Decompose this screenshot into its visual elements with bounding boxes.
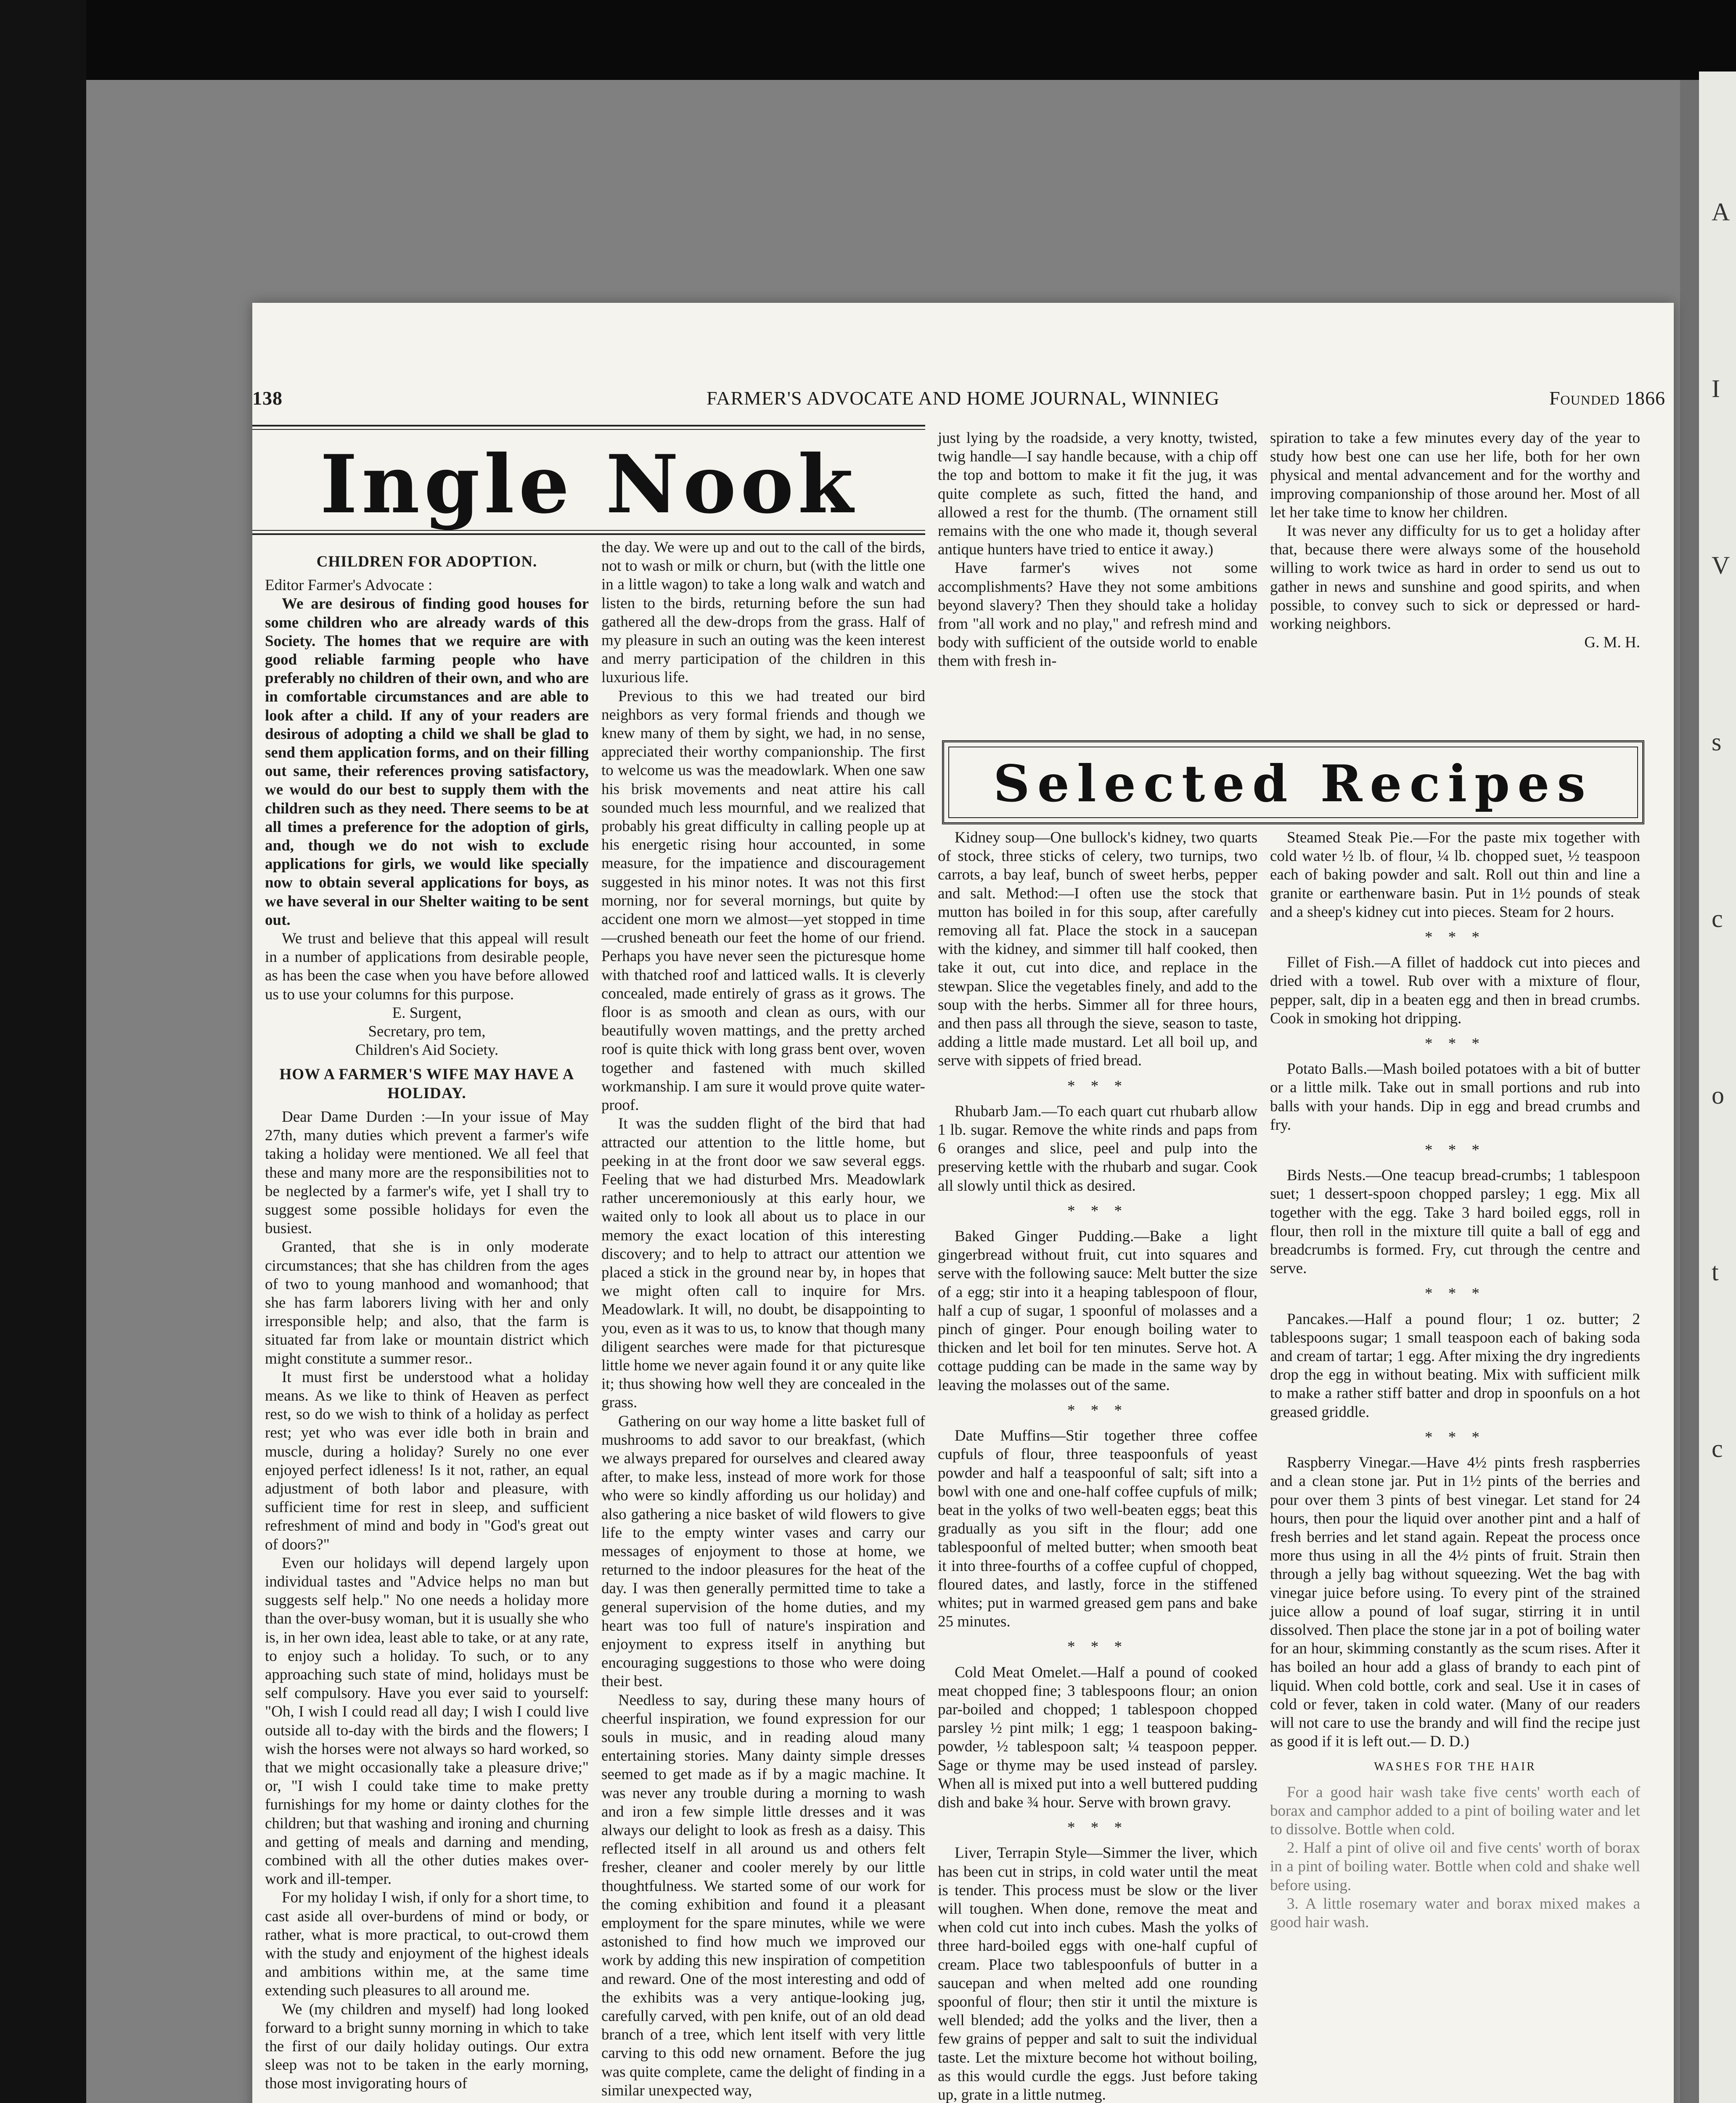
title-rule [252, 530, 925, 535]
column-5 [938, 829, 1257, 2103]
paragraph: For my holiday I wish, if only for a short time, to cast aside all over-burdens of mind or body, or rather, what is more practical, to out-crowd them with the study and enjoyment of the highest ideals and ambitions within me, at the same time extending such pleasures to all around me. [265, 1889, 589, 2000]
paragraph: Granted, that she is in only moderate circumstances; that she has children from the ages of two to young manhood and womanhood; that she has farm laborers living with her and only irresponsible help; and also, that the farm is situated far from lake or mountain district which might constitute a summer resor.. [265, 1238, 589, 1367]
column-3 [938, 429, 1257, 673]
paragraph: Secretary, pro tem, [368, 1023, 486, 1041]
paragraph: E. Surgent, [392, 1004, 462, 1022]
paragraph: Even our holidays will depend largely upon individual tastes and "Advice helps no man but suggests self help." No one needs a holiday more than the over-busy woman, but it is usually she who is, in her own idea, least able to take, or at any rate, to enjoy such a holiday. To such, or to any approaching such state of mind, holidays must be self compulsory. Have you ever said to yourself: "Oh, I wish I could read all day; I wish I could live outside all to-day with the birds and the flowers; I wish the horses were not always so hard worked, so that we might occasionally take a pleasure drive;" or, "I wish I could take time to make pretty furnishings for my home or dainty clothes for the children; but that washing and ironing and churning and getting of meals and darning and mending, combined with all the other duties makes over-work and ill-temper. [265, 1554, 589, 1888]
adjacent-page-letter: V [1712, 551, 1730, 579]
paragraph: Rhubarb Jam.—To each quart cut rhubarb allow 1 lb. sugar. Remove the white rinds and paps from 6 oranges and slice, peel and pulp into the preserving kettle with the rhubarb and sugar. Cook all slowly until thick as desired. [938, 1102, 1257, 1195]
paragraph: just lying by the roadside, a very knotty, twisted, twig handle—I say handle because, with a chip off the top and bottom to make it fit the jug, it was quite complete as such, fitted the hand, and allowed a rest for the thumb. (The ornament still remains with the one who made it, though several antique hunters have tried to entice it away.) [938, 429, 1257, 559]
paragraph: 3. A little rosemary water and borax mixed makes a good hair wash. [1270, 1895, 1640, 1931]
paragraph: It was the sudden flight of the bird that had attracted our attention to the little home, but peeking in at the front door we saw several eggs. Feeling that we had disturbed Mrs. Meadowlark rather unceremoniously at this early hour, we waited only to look all about us to place in our memory the exact location of this interesting discovery; and to help to attract our attention we placed a stick in the ground near by, in hopes that we might often call to inquire for Mrs. Meadowlark. It will, no doubt, be disappointing to you, even as it was to us, to know that though many diligent searches were made for that picturesque little home we never again found it or any quite like it; thus showing how well they are concealed in the grass. [601, 1115, 925, 1412]
column-2 [601, 538, 925, 2103]
paragraph: Editor Farmer's Advocate : [265, 577, 433, 594]
paragraph: Steamed Steak Pie.—For the paste mix together with cold water ½ lb. of flour, ¼ lb. chopped suet, ½ teaspoon each of baking powder and salt. Roll out thin and line a granite or earthenware basin. Put in 1½ pounds of steak and a sheep's kidney cut into pieces. Steam for 2 hours. [1270, 829, 1640, 921]
adjacent-page-letter: c [1712, 905, 1723, 932]
section-divider: * * * [1425, 1142, 1485, 1159]
adjacent-page-letter: o [1712, 1081, 1724, 1109]
article-heading: CHILDREN FOR ADOPTION. [316, 553, 537, 570]
paragraph: Previous to this we had treated our bird neighbors as very formal friends and though we knew many of them by sight, we had, in no sense, appreciated their worthy companionship. The first to welcome us was the meadowlark. When one saw his brisk movements and neat attire his call sounded much less mournful, and we realized that probably his great difficulty in calling people up at his energetic rising hour accounted, in some measure, for the impatience and discouragement suggested in his minor notes. It was not this first morning, nor for several mornings, but quite by accident one morn we almost—yet stopped in time—crushed beneath our feet the home of our friend. Perhaps you have never seen the picturesque home with thatched roof and latticed walls. It is cleverly concealed, made entirely of grass as it grows. The floor is as smooth and clean as ours, with our beautifully woven mattings, and the pretty arched roof is quite thick with long grass bent over, woven together and fastened with much skilled workmanship. I am sure it would prove quite water-proof. [601, 687, 925, 1114]
paragraph: Needless to say, during these many hours of cheerful inspiration, we found expression for our souls in music, and in reading aloud many entertaining stories. Many dainty simple dresses seemed to get made as if by a magic machine. It was never any trouble during a morning to wash and iron a few simple little dresses and it was always our delight to look as fresh as a daisy. This reflected itself in all around us and others felt fresher, cleaner and cooler merely by our little thoughtfulness. We started some of our work for the coming exhibition and found it a pleasant employment for the spare minutes, while we were astonished to find how much we improved our work by adding this new inspiration of competition and reward. One of the most interesting and odd of the exhibits was a very antique-looking jug, carefully carved, with pen knife, out of an old dead branch of a tree, which lent itself with very little carving to this odd new ornament. Before the jug was quite complete, came the delight of finding in a similar unexpected way, [601, 1691, 925, 2099]
paragraph: We are desirous of finding good houses for some children who are already wards of this Society. The homes that we require are with good reliable farming people who have preferably no children of their own, and who are in comfortable circumstances and are able to look after a child. If any of your readers are desirous of adopting a child we shall be glad to send them application forms, and on their filling out same, their references proving satisfactory, we would do our best to supply them with the children such as they need. There seems to be at all times a preference for the adoption of girls, and, though we do not wish to exclude applications for girls, we would like specially now to obtain several applications for boys, as we have several in our Shelter waiting to be sent out. [265, 595, 589, 929]
adjacent-page-letter: I [1712, 375, 1720, 403]
column-4 [1270, 429, 1640, 673]
paragraph: Children's Aid Society. [355, 1041, 499, 1059]
paragraph: Have farmer's wives not some accomplishments? Have they not some ambitions beyond slavery? Then they should take a holiday from "all work and no play," and refresh mind and body with sufficient of the outside world to enable them with fresh in- [938, 559, 1257, 670]
founded-note: Founded 1866 [1549, 387, 1665, 409]
paragraph: It must first be understood what a holiday means. As we like to think of Heaven as perfect rest, so do we wish to think of a holiday as perfect rest; yet who was ever idle both in brain and muscle, during a holiday? Surely no one ever enjoyed perfect idleness! Is it not, rather, an equal adjustment of both labor and pleasure, with sufficient time for rest in sleep, and sufficient refreshment of mind and body in "God's great out of doors?" [265, 1368, 589, 1553]
paragraph: Fillet of Fish.—A fillet of haddock cut into pieces and dried with a towel. Rub over with a mixture of flour, pepper, salt, dip in a beaten egg and then in bread crumbs. Cook in smoking hot dripping. [1270, 954, 1640, 1027]
paragraph: We (my children and myself) had long looked forward to a bright sunny morning in which to take the first of our daily holiday outings. Our extra sleep was not to be taken in the early morning, those most invigorating hours of [265, 2000, 589, 2092]
section-divider: * * * [1425, 1428, 1485, 1446]
paragraph: Gathering on our way home a litte basket full of mushrooms to add savor to our breakfast, (which we always prepared for ourselves and cleared away after, to make less, instead of more work for those who were so kindly affording us our holiday) and also gathering a nice basket of wild flowers to give life to the empty winter vases and carry our messages of enjoyment to those at home, we returned to the indoor pleasures for the heat of the day. I was then generally permitted time to take a general supervision of the home duties, and my heart was too full of nature's inspiration and enjoyment to express itself in anything but encouraging suggestions to those who were doing their best. [601, 1412, 925, 1690]
scan-top-edge [0, 0, 1736, 80]
adjacent-page-letter: t [1712, 1258, 1719, 1286]
adjacent-page-edge [1699, 72, 1736, 2103]
paragraph: It was never any difficulty for us to get a holiday after that, because there were always some of the household willing to work twice as hard in order to send us out to gather in news and sunshine and good spirits, and when possible, to convey such to sick or depressed or hard-working neighbors. [1270, 522, 1640, 633]
section-divider: * * * [1425, 1285, 1485, 1303]
paragraph: Kidney soup—One bullock's kidney, two quarts of stock, three sticks of celery, two turnips, two carrots, a bay leaf, bunch of sweet herbs, pepper and salt. Method:—I often use the stock that mutton has boiled in for this soup, after carefully removing all fat. Place the stock in a saucepan with the kidney, and simmer till half cooked, then take it out, cut into dice, and replace in the stewpan. Slice the vegetables finely, and add to the soup with the herbs. Simmer all for three hours, and then pass all through the sieve, season to taste, adding a little made mustard. Let all boil up, and serve with sippets of fried bread. [938, 829, 1257, 1070]
recipes-title: Selected Recipes [993, 754, 1593, 813]
page-number: 138 [252, 387, 283, 409]
section-title: Ingle Nook [320, 437, 857, 531]
paragraph: Cold Meat Omelet.—Half a pound of cooked meat chopped fine; 3 tablespoons flour; an onion par-boiled and chopped; 1 tablespoon chopped parsley ½ pint milk; 1 egg; 1 teaspoon baking-powder, ½ tablespoon salt; ¼ teaspoon pepper. Sage or thyme may be used instead of parsley. When all is mixed put into a well buttered pudding dish and bake ¾ hour. Serve with brown gravy. [938, 1663, 1257, 1811]
section-divider: * * * [1425, 929, 1485, 946]
paragraph: We trust and believe that this appeal will result in a number of applications from desirable people, as has been the case when you have before allowed us to use your columns for this purpose. [265, 930, 589, 1003]
section-divider: * * * [1067, 1202, 1128, 1220]
paragraph: Birds Nests.—One teacup bread-crumbs; 1 tablespoon suet; 1 dessert-spoon chopped parsley; 1 egg. Mix all together with the egg. Take 3 hard boiled eggs, roll in flour, then roll in the mixture till quite a ball of egg and breadcrumbs is formed. Fry, cut through the centre and serve. [1270, 1167, 1640, 1277]
paragraph: Raspberry Vinegar.—Have 4½ pints fresh raspberries and a clean stone jar. Put in 1½ pints of the berries and pour over them 3 pints of best vinegar. Let stand for 24 hours, then pour the liquid over another pint and a half of fresh berries and let stand again. Repeat the process once more thus using in all the 4½ pints of fruit. Strain then through a jelly bag without squeezing. Wet the bag with vinegar juice before using. To every pint of the strained juice allow a pound of loaf sugar, stirring it in until dissolved. Then place the stone jar in a pot of boiling water for an hour, skimming constantly as the scum rises. After it has boiled an hour add a glass of brandy to each pint of liquid. When cold bottle, cork and seal. Use it in cases of cold or fever, taken in cold water. (Many of our readers will not care to use the brandy and will find the recipe just as good if it is left out.— D. D.) [1270, 1454, 1640, 1751]
paragraph: Dear Dame Durden :—In your issue of May 27th, many duties which prevent a farmer's wife taking a holiday were mentioned. We all feel that these and many more are the responsibilities not to be neglected by a farmer's wife, yet I shall try to suggest some possible holidays for even the busiest. [265, 1108, 589, 1237]
paragraph: spiration to take a few minutes every day of the year to study how best one can use her life, both for her own physical and mental advancement and for the worthy and improving companionship of those around her. Most of all let her take time to know her children. [1270, 429, 1640, 521]
section-divider: * * * [1067, 1077, 1128, 1095]
paragraph: the day. We were up and out to the call of the birds, not to wash or milk or churn, but (with the little one in a little wagon) to take a long walk and watch and listen to the birds, returning before the sun had gathered all the dew-drops from the grass. Half of my pleasure in such an outing was the keen interest and merry participation of the children in this luxurious life. [601, 539, 925, 686]
adjacent-page-letter: s [1712, 728, 1722, 756]
adjacent-page-letter: A [1712, 198, 1730, 226]
paragraph: Date Muffins—Stir together three coffee cupfuls of flour, three teaspoonfuls of yeast powder and half a teaspoonful of salt; sift into a bowl with one and one-half coffee cupfuls of milk; beat in the yolks of two well-beaten eggs; beat this gradually as you sift in the flour; add one tablespoonful of melted butter; when smooth beat it into three-fourths of a coffee cupful of chopped, floured dates, and lastly, force in the stiffened whites; put in warmed greased gem pans and bake 25 minutes. [938, 1427, 1257, 1631]
newspaper-page [252, 303, 1674, 2103]
paragraph: 2. Half a pint of olive oil and five cents' worth of borax in a pint of boiling water. Bottle when cold and shake well before using. [1270, 1839, 1640, 1894]
running-head: FARMER'S ADVOCATE AND HOME JOURNAL, WINNIEG [706, 387, 1220, 409]
paragraph: Baked Ginger Pudding.—Bake a light gingerbread without fruit, cut into squares and serve with the following sauce: Melt butter the size of a egg; stir into it a heaping tablespoon of flour, half a cup of sugar, 1 spoonful of molasses and a pinch of ginger. Pour enough boiling water to thicken and let boil for ten minutes. Serve hot. A cottage pudding can be made in the same way by leaving the molasses out of the same. [938, 1228, 1257, 1394]
scan-left-edge [0, 0, 86, 2103]
recipes-heading-box [942, 740, 1644, 824]
page-header [252, 387, 1674, 425]
paragraph: Pancakes.—Half a pound flour; 1 oz. butter; 2 tablespoons sugar; 1 small teaspoon each of baking soda and cream of tartar; 1 egg. After mixing the dry ingredients drop the egg in without beating. Mix with sufficient milk to make a rather stiff batter and drop in spoonfuls on a hot greased griddle. [1270, 1310, 1640, 1421]
paragraph: G. M. H. [1584, 634, 1640, 652]
paragraph: Liver, Terrapin Style—Simmer the liver, which has been cut in strips, in cold water until the meat is tender. This process must be slow or the liver will toughen. When done, remove the meat and when cold cut into inch cubes. Mash the yolks of three hard-boiled eggs with one-half cupful of cream. Place two tablespoonfuls of butter in a saucepan and when melted add one rounding spoonful of flour; then stir it until the mixture is well blended; add the yolks and the liver, then a few grains of pepper and salt to suit the individual taste. Let the mixture become hot without boiling, as this would curdle the eggs. Just before taking up, grate in a little nutmeg. [938, 1844, 1257, 2103]
section-divider: * * * [1067, 1638, 1128, 1656]
column-6 [1270, 829, 1640, 2103]
title-rule [252, 425, 925, 430]
paragraph: WASHES FOR THE HAIR [1374, 1760, 1536, 1774]
adjacent-page-letter: c [1712, 1435, 1723, 1462]
article-heading: HOW A FARMER'S WIFE MAY HAVE A HOLIDAY. [279, 1066, 574, 1102]
paragraph: Potato Balls.—Mash boiled potatoes with a bit of butter or a little milk. Take out in small portions and rub into balls with your hands. Dip in egg and bread crumbs and fry. [1270, 1060, 1640, 1134]
section-divider: * * * [1425, 1035, 1485, 1053]
section-divider: * * * [1067, 1819, 1128, 1837]
paragraph: For a good hair wash take five cents' worth each of borax and camphor added to a pint of boiling water and let to dissolve. Bottle when cold. [1270, 1783, 1640, 1838]
section-divider: * * * [1067, 1401, 1128, 1419]
column-1 [265, 547, 589, 2103]
